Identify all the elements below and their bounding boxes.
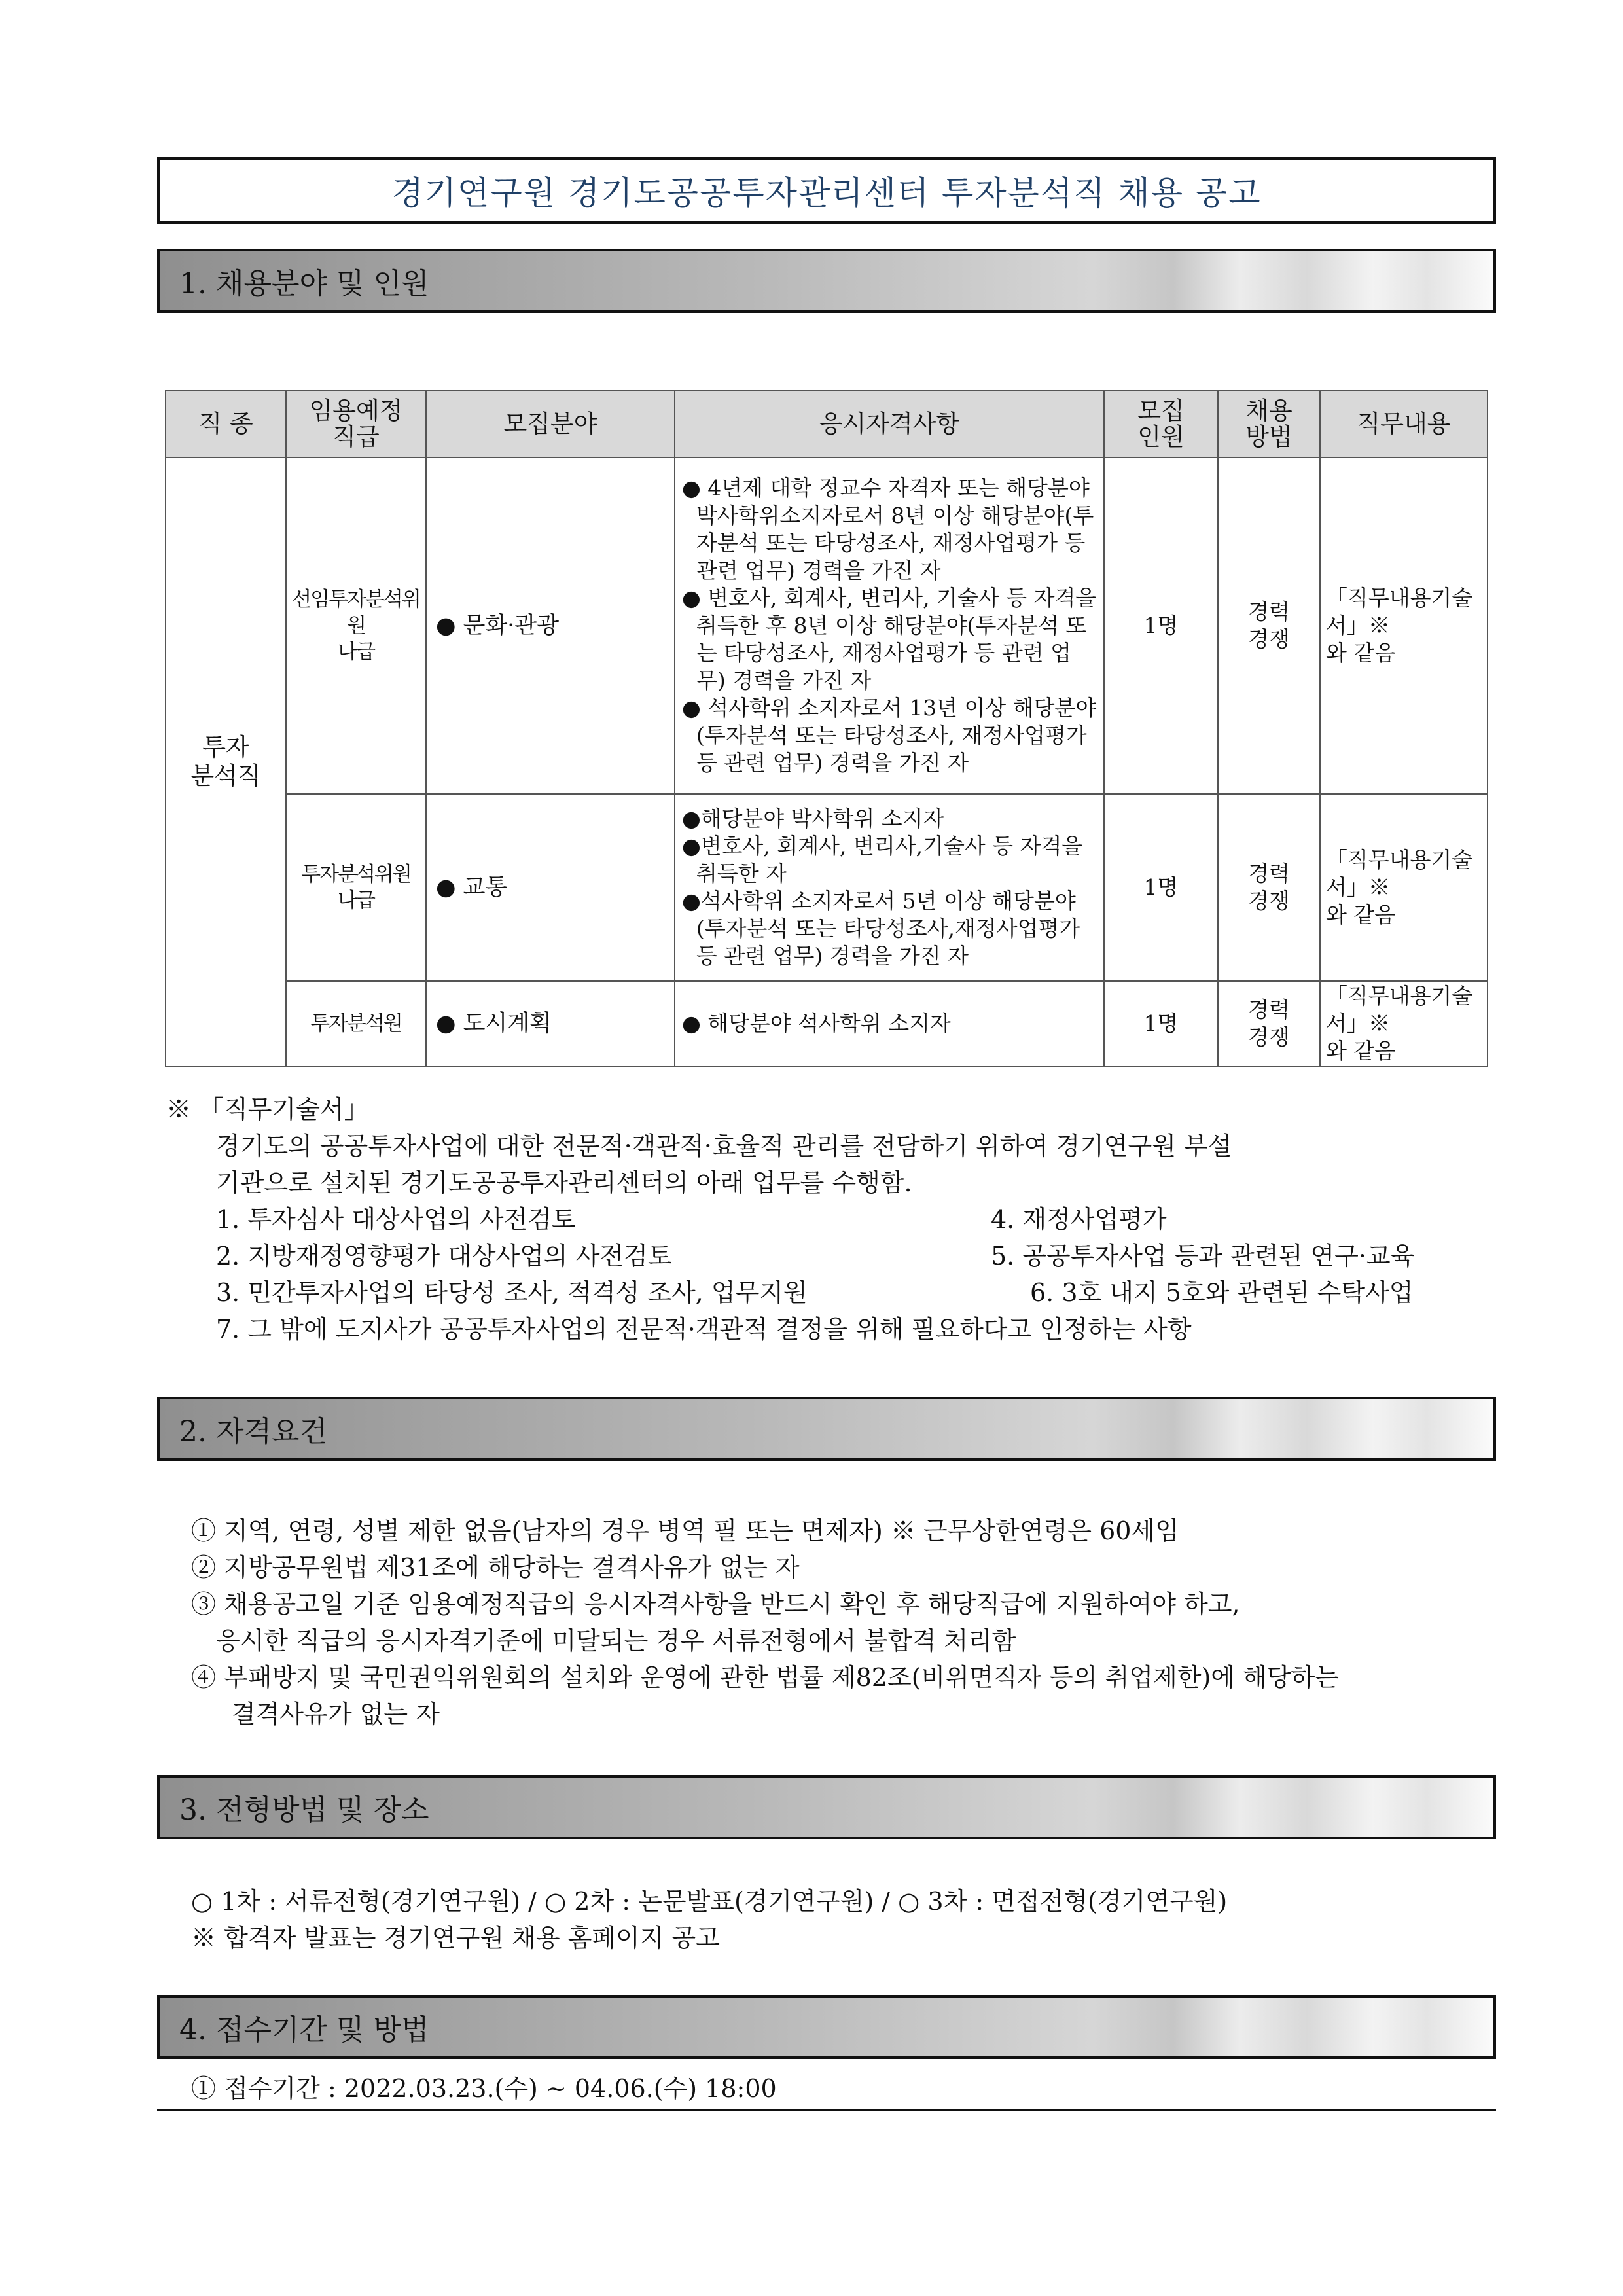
header-duty: 직무내용 [1320,391,1488,457]
section-3-heading: 3. 전형방법 및 장소 [157,1775,1496,1839]
cell-method: 경력 경쟁 [1218,794,1320,981]
note-item: 3. 민간투자사업의 타당성 조사, 적격성 조사, 업무지원 [216,1278,808,1307]
note-item: 4. 재정사업평가 [991,1205,1167,1234]
cell-count: 1명 [1104,794,1218,981]
note-item: 5. 공공투자사업 등과 관련된 연구·교육 [991,1242,1415,1270]
table-header-row [166,391,1488,457]
requirement-item: ③ 채용공고일 기준 임용예정직급의 응시자격사항을 반드시 확인 후 해당직급에 지원하여야 하고, [191,1590,1240,1619]
header-field: 모집분야 [426,391,675,457]
requirement-item: ① 지역, 연령, 성별 제한 없음(남자의 경우 병역 필 또는 면제자) ※ 근무상한연령은 60세임 [191,1516,1179,1545]
table-row [166,457,1488,794]
table-row [166,794,1488,981]
cell-method: 경력 경쟁 [1218,981,1320,1066]
note-item: 2. 지방재정영향평가 대상사업의 사전검토 [216,1242,672,1270]
header-job-type: 직 종 [166,391,286,457]
cell-grade: 선임투자분석위원 나급 [286,457,426,794]
cell-count: 1명 [1104,981,1218,1066]
application-period: ① 접수기간 : 2022.03.23.(수) ~ 04.06.(수) 18:00 [191,2074,777,2103]
header-count: 모집 인원 [1104,391,1218,457]
cell-job-type: 투자 분석직 [166,457,286,1066]
note-item: 7. 그 밖에 도지사가 공공투자사업의 전문적·객관적 결정을 위해 필요하다고 인정하는 사항 [216,1315,1192,1344]
requirement-item: 결격사유가 없는 자 [232,1700,440,1729]
recruitment-table [165,390,1488,1067]
requirement-item: ④ 부패방지 및 국민권익위원회의 설치와 운영에 관한 법률 제82조(비위면직자 등의 취업제한)에 해당하는 [191,1663,1339,1692]
note-intro: 기관으로 설치된 경기도공공투자관리센터의 아래 업무를 수행함. [216,1168,912,1197]
selection-steps: ○ 1차 : 서류전형(경기연구원) / ○ 2차 : 논문발표(경기연구원) / ○ 3차 : 면접전형(경기연구원) [191,1887,1228,1916]
cell-duty: 「직무내용기술서」※ 와 같음 [1320,457,1488,794]
header-quals: 응시자격사항 [675,391,1104,457]
selection-note: ※ 합격자 발표는 경기연구원 채용 홈페이지 공고 [191,1924,720,1952]
note-intro: 경기도의 공공투자사업에 대한 전문적·객관적·효율적 관리를 전담하기 위하여 경기연구원 부설 [216,1132,1232,1160]
cell-grade: 투자분석원 [286,981,426,1066]
note-item: 6. 3호 내지 5호와 관련된 수탁사업 [1030,1278,1414,1307]
note-heading: ※ 「직무기술서」 [166,1095,369,1124]
page-title: 경기연구원 경기도공공투자관리센터 투자분석직 채용 공고 [157,157,1496,224]
cell-duty: 「직무내용기술서」※ 와 같음 [1320,981,1488,1066]
header-grade: 임용예정 직급 [286,391,426,457]
cell-method: 경력 경쟁 [1218,457,1320,794]
cell-duty: 「직무내용기술서」※ 와 같음 [1320,794,1488,981]
requirement-item: 응시한 직급의 응시자격기준에 미달되는 경우 서류전형에서 불합격 처리함 [216,1626,1016,1655]
table-row [166,981,1488,1066]
cell-quals: ●해당분야 박사학위 소지자 ●변호사, 회계사, 변리사,기술사 등 자격을 취득한 자 ●석사학위 소지자로서 5년 이상 해당분야(투자분석 또는 타당성조사,재정사업평가 등 관련 업무) 경력을 가진 자 [675,794,1104,981]
cell-quals: ● 4년제 대학 정교수 자격자 또는 해당분야 박사학위소지자로서 8년 이상 해당분야(투자분석 또는 타당성조사, 재정사업평가 등 관련 업무) 경력을 가진 자 ● 변호사, 회계사, 변리사, 기술사 등 자격을 취득한 후 8년 이상 해당분야(투자분석 또는 타당성조사, 재정사업평가 등 관련 업무) 경력을 가진 자 ● 석사학위 소지자로서 13년 이상 해당분야(투자분석 또는 타당성조사, 재정사업평가 등 관련 업무) 경력을 가진 자 [675,457,1104,794]
header-method: 채용 방법 [1218,391,1320,457]
cell-count: 1명 [1104,457,1218,794]
cell-field: ● 문화·관광 [426,457,675,794]
cell-grade: 투자분석위원 나급 [286,794,426,981]
cell-field: ● 도시계획 [426,981,675,1066]
requirement-item: ② 지방공무원법 제31조에 해당하는 결격사유가 없는 자 [191,1553,800,1582]
section-4-heading: 4. 접수기간 및 방법 [157,1995,1496,2059]
section-2-heading: 2. 자격요건 [157,1397,1496,1461]
note-item: 1. 투자심사 대상사업의 사전검토 [216,1205,576,1234]
bottom-divider [157,2109,1496,2111]
section-1-heading: 1. 채용분야 및 인원 [157,249,1496,313]
cell-field: ● 교통 [426,794,675,981]
cell-quals: ● 해당분야 석사학위 소지자 [675,981,1104,1066]
